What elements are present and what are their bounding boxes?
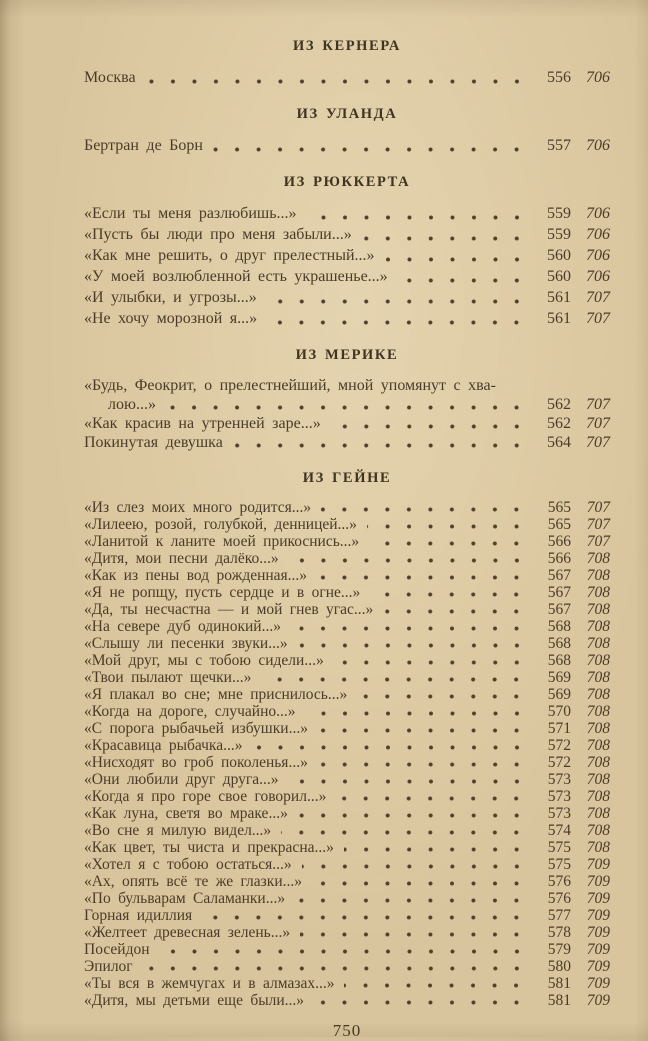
- toc-entry: [84, 601, 610, 618]
- entry-title: «Как луна, светя во мраке...»: [84, 805, 288, 822]
- entry-page-number: 576: [547, 890, 571, 907]
- entry-page-number: 568: [547, 652, 571, 669]
- entry-title: «Как мне решить, о друг прелестный...»: [84, 247, 375, 264]
- toc-entry: [84, 584, 610, 601]
- entry-commentary-page-number: 708: [586, 567, 610, 584]
- entry-commentary-page-number: 708: [586, 839, 610, 856]
- section-entries: [84, 499, 610, 1009]
- entry-commentary-page-number: 706: [586, 268, 610, 285]
- entry-page-number: 557: [547, 137, 571, 154]
- entry-page-number: 556: [547, 69, 571, 86]
- dot-leader: [267, 298, 535, 305]
- entry-commentary-page-number: 709: [586, 941, 610, 958]
- dot-leader: [314, 999, 535, 1006]
- entry-title: «И улыбки, и угрозы...»: [84, 289, 257, 306]
- dot-leader: [334, 659, 535, 666]
- entry-commentary-page-number: 708: [586, 754, 610, 771]
- section-header: ИЗ КЕРНЕРА: [292, 38, 402, 54]
- section-header: ИЗ РЮККЕРТА: [283, 174, 411, 190]
- toc-entry: [84, 788, 610, 805]
- toc-entry: [84, 203, 610, 224]
- section-entries: [84, 203, 610, 329]
- entry-commentary-page-number: 707: [586, 499, 610, 516]
- footer-page-number: 750: [332, 1021, 362, 1040]
- entry-commentary-page-number: 706: [586, 137, 610, 154]
- entry-title: Посейдон: [84, 941, 150, 958]
- toc-entry: [84, 737, 610, 754]
- dot-leader: [166, 404, 535, 411]
- entry-page-number: 572: [547, 754, 571, 771]
- dot-leader: [298, 812, 535, 819]
- toc-section: [84, 174, 610, 329]
- dot-leader: [318, 727, 535, 734]
- entry-title: «Мой друг, мы с тобою сидели...»: [84, 652, 324, 669]
- entry-commentary-page-number: 708: [586, 686, 610, 703]
- entry-title: «Не хочу морозной я...»: [84, 310, 258, 327]
- dot-leader: [318, 761, 535, 768]
- toc-entry: [84, 907, 610, 924]
- dot-leader: [312, 880, 535, 887]
- dot-leader: [385, 256, 535, 263]
- dot-leader: [202, 914, 535, 921]
- entry-title: «Во сне я милую видел...»: [84, 822, 272, 839]
- entry-title: «На севере дуб одинокий...»: [84, 618, 281, 635]
- entry-page-number: 575: [547, 856, 571, 873]
- toc-entry: [84, 805, 610, 822]
- entry-page-number: 579: [547, 941, 571, 958]
- toc-entry: [84, 992, 610, 1009]
- toc-entry: [84, 433, 610, 452]
- entry-title: «Из слез моих много родится...»: [84, 499, 312, 516]
- toc-entry: [84, 975, 610, 992]
- dot-leader: [143, 965, 535, 972]
- toc-entry: [84, 224, 610, 245]
- entry-title: Покинутая девушка: [84, 434, 223, 451]
- dot-leader: [281, 829, 535, 836]
- entry-commentary-page-number: 708: [586, 601, 610, 618]
- toc-entry: [84, 308, 610, 329]
- toc-entry: [84, 958, 610, 975]
- toc-section: [84, 106, 610, 156]
- entry-title: «Дитя, мои песни далёко...»: [84, 550, 279, 567]
- entry-page-number: 568: [547, 635, 571, 652]
- section-header: ИЗ УЛАНДА: [296, 106, 398, 122]
- dot-leader: [317, 574, 535, 581]
- dot-leader: [233, 442, 535, 449]
- entry-title: «Если ты меня разлюбишь...»: [84, 205, 297, 222]
- dot-leader: [160, 948, 535, 955]
- entry-page-number: 577: [547, 907, 571, 924]
- toc-entry: [84, 135, 610, 156]
- entry-page-number: 564: [547, 434, 571, 451]
- toc-entry: [84, 376, 610, 395]
- entry-commentary-page-number: 709: [586, 856, 610, 873]
- dot-leader: [369, 540, 535, 547]
- entry-title: лою...»: [108, 396, 156, 413]
- dot-leader: [146, 78, 535, 85]
- toc-section: [84, 470, 610, 1009]
- entry-title: «Ты вся в жемчугах и в алмазах...»: [84, 975, 335, 992]
- entry-commentary-page-number: 709: [586, 890, 610, 907]
- entry-commentary-page-number: 707: [586, 516, 610, 533]
- entry-title: Москва: [84, 69, 136, 86]
- entry-commentary-page-number: 707: [586, 396, 610, 413]
- entry-commentary-page-number: 708: [586, 635, 610, 652]
- dot-leader: [267, 319, 535, 326]
- entry-commentary-page-number: 707: [586, 415, 610, 432]
- dot-leader: [291, 625, 535, 632]
- entry-commentary-page-number: 709: [586, 873, 610, 890]
- toc-entry: [84, 669, 610, 686]
- entry-commentary-page-number: 707: [586, 310, 610, 327]
- entry-commentary-page-number: 708: [586, 788, 610, 805]
- section-entries: [84, 135, 610, 156]
- entry-page-number: 566: [547, 533, 571, 550]
- toc-entry: [84, 287, 610, 308]
- entry-title: «Когда на дороге, случайно...»: [84, 703, 296, 720]
- entry-page-number: 573: [547, 788, 571, 805]
- section-entries: [84, 376, 610, 452]
- toc-entry: [84, 516, 610, 533]
- entry-page-number: 580: [547, 958, 571, 975]
- dot-leader: [331, 423, 535, 430]
- entry-page-number: 566: [547, 550, 571, 567]
- entry-commentary-page-number: 708: [586, 669, 610, 686]
- entry-page-number: 574: [547, 822, 571, 839]
- section-header: ИЗ МЕРИКЕ: [295, 347, 399, 363]
- section-entries: [84, 67, 610, 88]
- toc-entry: [84, 245, 610, 266]
- entry-page-number: 581: [547, 992, 571, 1009]
- toc-entry: [84, 686, 610, 703]
- dot-leader: [289, 557, 535, 564]
- dot-leader: [295, 897, 535, 904]
- entry-commentary-page-number: 706: [586, 69, 610, 86]
- entry-page-number: 569: [547, 686, 571, 703]
- toc-entry: [84, 720, 610, 737]
- entry-page-number: 568: [547, 618, 571, 635]
- entry-page-number: 571: [547, 720, 571, 737]
- entry-page-number: 567: [547, 584, 571, 601]
- entry-commentary-page-number: 709: [586, 907, 610, 924]
- entry-commentary-page-number: 708: [586, 805, 610, 822]
- entry-title: «Ах, опять всё те же глазки...»: [84, 873, 302, 890]
- entry-page-number: 569: [547, 669, 571, 686]
- toc-entry: [84, 839, 610, 856]
- toc-entry: [84, 567, 610, 584]
- entry-page-number: 562: [547, 396, 571, 413]
- entry-page-number: 561: [547, 289, 571, 306]
- toc-entry: [84, 499, 610, 516]
- entry-title: «С порога рыбачьей избушки...»: [84, 720, 308, 737]
- table-of-contents: [84, 38, 610, 1009]
- toc-entry: [84, 856, 610, 873]
- entry-page-number: 559: [547, 205, 571, 222]
- dot-leader: [298, 642, 535, 649]
- entry-commentary-page-number: 709: [586, 975, 610, 992]
- entry-page-number: 560: [547, 247, 571, 264]
- toc-section: [84, 347, 610, 452]
- toc-entry: [84, 890, 610, 907]
- entry-title: «У моей возлюбленной есть украшенье...»: [84, 268, 388, 285]
- entry-commentary-page-number: 708: [586, 703, 610, 720]
- entry-commentary-page-number: 709: [586, 958, 610, 975]
- dot-leader: [370, 591, 535, 598]
- entry-page-number: 561: [547, 310, 571, 327]
- entry-title: Бертран де Борн: [84, 137, 203, 154]
- entry-title: «Как из пены вод рожденная...»: [84, 567, 308, 584]
- entry-title: «Я не ропщу, пусть сердце и в огне...»: [84, 584, 361, 601]
- entry-page-number: 576: [547, 873, 571, 890]
- entry-page-number: 565: [547, 499, 571, 516]
- entry-title: «Слышу ли песенки звуки...»: [84, 635, 288, 652]
- entry-commentary-page-number: 708: [586, 584, 610, 601]
- entry-title: «Будь, Феокрит, о прелестнейший, мной упомянут с хва-: [84, 377, 496, 394]
- entry-title: «Дитя, мы детьми еще были...»: [84, 992, 305, 1009]
- entry-title: «Твои пылают щечки...»: [84, 669, 252, 686]
- entry-page-number: 578: [547, 924, 571, 941]
- toc-entry: [84, 873, 610, 890]
- entry-page-number: 575: [547, 839, 571, 856]
- entry-page-number: 567: [547, 567, 571, 584]
- dot-leader: [213, 146, 535, 153]
- entry-title: «Ланитой к ланите моей прикоснись...»: [84, 533, 360, 550]
- entry-commentary-page-number: 708: [586, 737, 610, 754]
- entry-title: «Нисходят во гроб поколенья...»: [84, 754, 308, 771]
- dot-leader: [336, 795, 535, 802]
- entry-page-number: 570: [547, 703, 571, 720]
- entry-commentary-page-number: 706: [586, 247, 610, 264]
- dot-leader: [367, 523, 535, 530]
- entry-title: «Хотел я с тобою остаться...»: [84, 856, 292, 873]
- dot-leader: [306, 710, 535, 717]
- entry-commentary-page-number: 708: [586, 822, 610, 839]
- entry-commentary-page-number: 708: [586, 720, 610, 737]
- entry-page-number: 573: [547, 771, 571, 788]
- entry-title: «Они любили друг друга...»: [84, 771, 279, 788]
- dot-leader: [321, 506, 535, 513]
- entry-page-number: 559: [547, 226, 571, 243]
- entry-commentary-page-number: 708: [586, 550, 610, 567]
- entry-title: «Пусть бы люди про меня забыли...»: [84, 226, 352, 243]
- toc-entry: [84, 533, 610, 550]
- entry-commentary-page-number: 708: [586, 618, 610, 635]
- entry-page-number: 581: [547, 975, 571, 992]
- toc-entry: [84, 771, 610, 788]
- entry-title: «Лилеею, розой, голубкой, денницей...»: [84, 516, 357, 533]
- toc-entry: [84, 550, 610, 567]
- entry-title: «По бульварам Саламанки...»: [84, 890, 286, 907]
- dot-leader: [261, 676, 535, 683]
- entry-title: «Красавица рыбачка...»: [84, 737, 243, 754]
- dot-leader: [253, 744, 536, 751]
- toc-entry: [84, 67, 610, 88]
- entry-page-number: 573: [547, 805, 571, 822]
- toc-entry: [84, 652, 610, 669]
- entry-page-number: 567: [547, 601, 571, 618]
- dot-leader: [307, 214, 536, 221]
- dot-leader: [289, 778, 535, 785]
- dot-leader: [357, 693, 535, 700]
- entry-title: Горная идиллия: [84, 907, 193, 924]
- entry-commentary-page-number: 707: [586, 289, 610, 306]
- toc-entry: [84, 941, 610, 958]
- toc-entry: [84, 703, 610, 720]
- dot-leader: [398, 277, 535, 284]
- toc-entry: [84, 618, 610, 635]
- entry-commentary-page-number: 709: [586, 924, 610, 941]
- section-header: ИЗ ГЕЙНЕ: [302, 470, 392, 486]
- entry-commentary-page-number: 708: [586, 771, 610, 788]
- toc-entry: [84, 754, 610, 771]
- dot-leader: [300, 931, 535, 938]
- entry-commentary-page-number: 706: [586, 226, 610, 243]
- entry-title: «Да, ты несчастна — и мой гнев угас...»: [84, 601, 374, 618]
- dot-leader: [302, 863, 535, 870]
- dot-leader: [344, 846, 535, 853]
- toc-entry: [84, 266, 610, 287]
- entry-commentary-page-number: 706: [586, 205, 610, 222]
- entry-page-number: 572: [547, 737, 571, 754]
- entry-commentary-page-number: 709: [586, 992, 610, 1009]
- toc-entry: [84, 822, 610, 839]
- entry-commentary-page-number: 708: [586, 652, 610, 669]
- entry-title: Эпилог: [84, 958, 133, 975]
- toc-entry: [84, 924, 610, 941]
- entry-title: «Я плакал во сне; мне приснилось...»: [84, 686, 348, 703]
- toc-entry: [84, 635, 610, 652]
- dot-leader: [383, 608, 535, 615]
- entry-title: «Как красив на утренней заре...»: [84, 415, 321, 432]
- entry-title: «Желтеет древесная зелень...»: [84, 924, 291, 941]
- entry-commentary-page-number: 707: [586, 434, 610, 451]
- toc-section: [84, 38, 610, 88]
- toc-entry: [84, 395, 610, 414]
- entry-page-number: 565: [547, 516, 571, 533]
- toc-entry: [84, 414, 610, 433]
- entry-page-number: 562: [547, 415, 571, 432]
- dot-leader: [362, 235, 535, 242]
- entry-commentary-page-number: 707: [586, 533, 610, 550]
- entry-title: «Когда я про горе свое говорил...»: [84, 788, 327, 805]
- entry-title: «Как цвет, ты чиста и прекрасна...»: [84, 839, 334, 856]
- dot-leader: [344, 982, 535, 989]
- entry-page-number: 560: [547, 268, 571, 285]
